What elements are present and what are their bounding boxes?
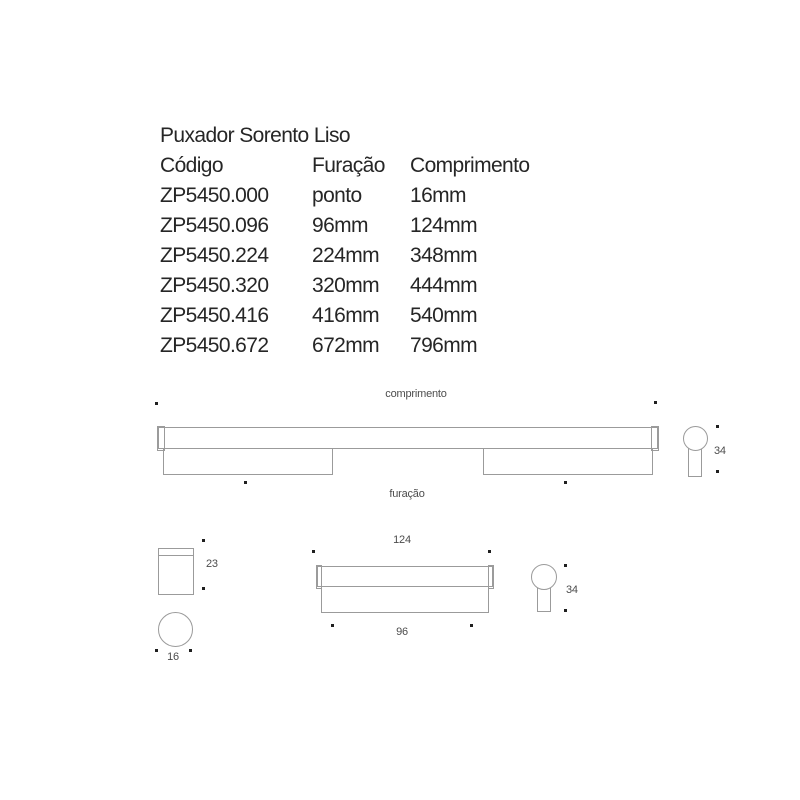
cell-length: 124mm: [410, 214, 478, 237]
knob-top-circle: [158, 612, 193, 647]
cell-length: 348mm: [410, 244, 478, 267]
handle-mount-base-right: [483, 448, 653, 475]
handle-mount-base-left: [163, 448, 333, 475]
cell-code: ZP5450.320: [160, 274, 269, 297]
cell-length: 796mm: [410, 334, 478, 357]
dimension-dot: [155, 402, 158, 405]
height-dimension: 34: [566, 584, 578, 596]
cell-code: ZP5450.000: [160, 184, 269, 207]
dimension-dot: [244, 481, 247, 484]
diameter-dimension: 16: [167, 651, 179, 663]
cell-code: ZP5450.096: [160, 214, 269, 237]
dimension-dot: [202, 539, 205, 542]
dimension-dot: [331, 624, 334, 627]
cell-code: ZP5450.224: [160, 244, 269, 267]
table-row: [160, 271, 529, 301]
handle-mount-base: [321, 586, 489, 613]
table-header-row: [160, 151, 529, 181]
cell-drilling: 416mm: [312, 304, 380, 327]
cell-drilling: 224mm: [312, 244, 380, 267]
dimension-dot: [564, 481, 567, 484]
handle-stem-outline: [688, 448, 702, 477]
dimension-dot: [189, 649, 192, 652]
height-dimension: 34: [714, 445, 726, 457]
dimension-dot: [202, 587, 205, 590]
handle-bar-outline: [317, 566, 493, 587]
spec-table: [160, 121, 529, 361]
col-header-length: Comprimento: [410, 154, 530, 177]
product-title: Puxador Sorento Liso: [160, 124, 350, 147]
dimension-dot: [716, 470, 719, 473]
table-row: [160, 331, 529, 361]
handle-bar-outline: [158, 427, 658, 449]
handle-grip-circle: [683, 426, 708, 451]
drilling-dimension-label: furação: [389, 488, 425, 500]
col-header-drilling: Furação: [312, 154, 385, 177]
cell-drilling: 320mm: [312, 274, 380, 297]
dimension-dot: [155, 649, 158, 652]
table-row: [160, 181, 529, 211]
dimension-dot: [716, 425, 719, 428]
dimension-dot: [470, 624, 473, 627]
cell-code: ZP5450.416: [160, 304, 269, 327]
cell-drilling: 672mm: [312, 334, 380, 357]
col-header-code: Código: [160, 154, 223, 177]
cell-code: ZP5450.672: [160, 334, 269, 357]
dimension-dot: [564, 564, 567, 567]
handle-grip-circle: [531, 564, 557, 590]
cell-length: 444mm: [410, 274, 478, 297]
length-dimension-label: comprimento: [385, 388, 447, 400]
table-row: [160, 241, 529, 271]
dimension-dot: [312, 550, 315, 553]
table-row: [160, 301, 529, 331]
cell-length: 16mm: [410, 184, 466, 207]
table-row: [160, 211, 529, 241]
knob-cap-seam-line: [158, 555, 194, 556]
cell-length: 540mm: [410, 304, 478, 327]
dimension-dot: [488, 550, 491, 553]
dimension-dot: [564, 609, 567, 612]
cell-drilling: 96mm: [312, 214, 368, 237]
dimension-dot: [654, 401, 657, 404]
length-dimension: 124: [393, 534, 411, 546]
height-dimension: 23: [206, 558, 218, 570]
drilling-dimension: 96: [396, 626, 408, 638]
handle-stem-outline: [537, 587, 551, 612]
cell-drilling: ponto: [312, 184, 362, 207]
